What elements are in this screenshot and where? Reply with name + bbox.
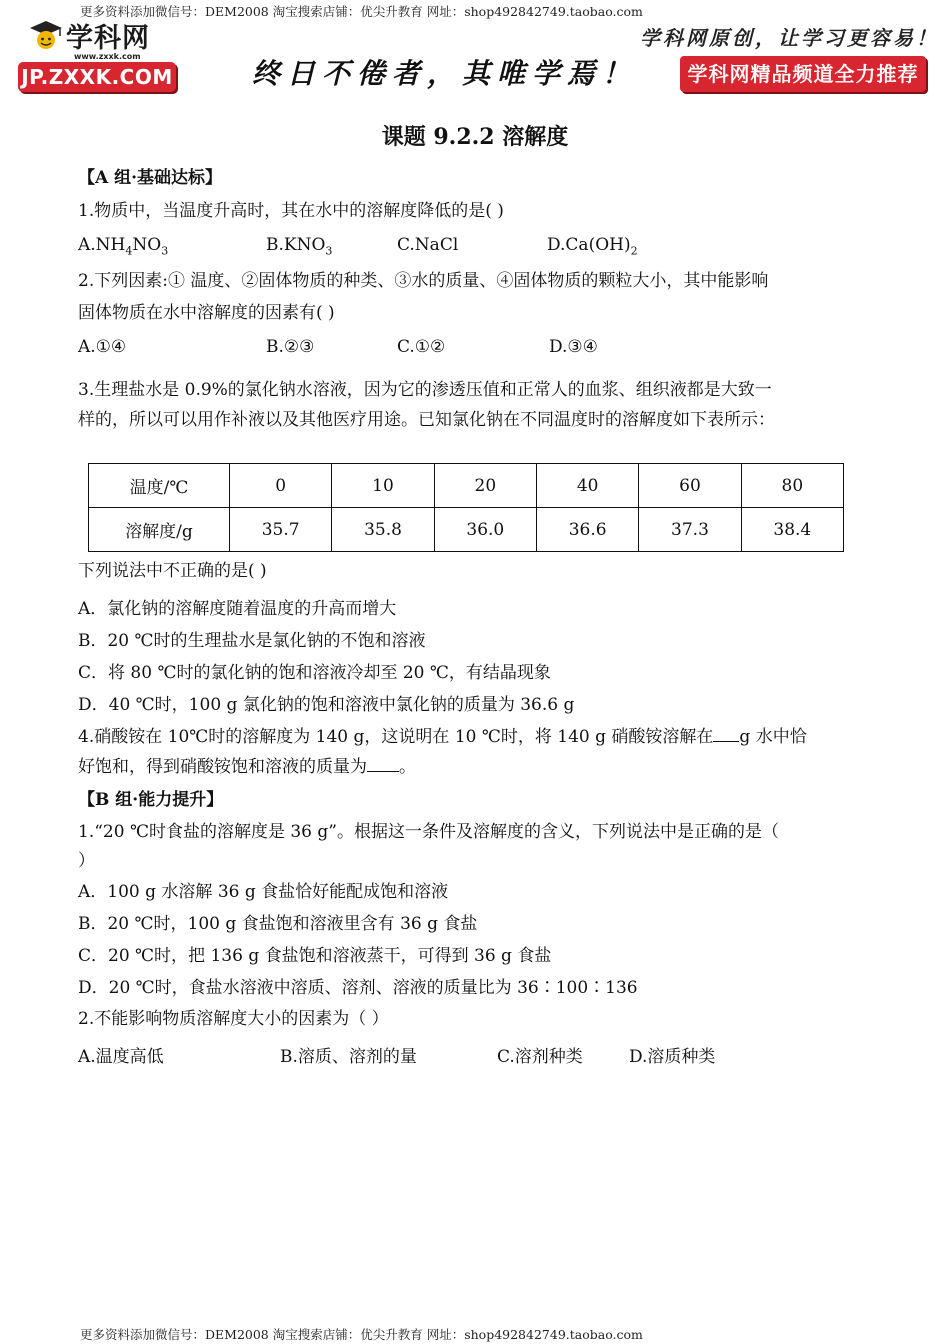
q3-option-d: D．40 ℃时，100 g 氯化钠的饱和溶液中氯化钠的质量为 36.6 g xyxy=(78,695,575,715)
b1-line-1: 1.“20 ℃时食盐的溶解度是 36 g”。根据这一条件及溶解度的含义，下列说法中是正确的是（ xyxy=(78,822,779,842)
solubility-table xyxy=(88,463,844,552)
q1-stem: 1.物质中，当温度升高时，其在水中的溶解度降低的是( ) xyxy=(78,201,504,221)
logo-url: www.zxxk.com xyxy=(74,52,141,61)
q3-stem-2: 下列说法中不正确的是( ) xyxy=(78,561,267,581)
table-row xyxy=(89,508,844,552)
table-cell: 40 xyxy=(536,464,638,508)
b1-option-d: D．20 ℃时，食盐水溶液中溶质、溶剂、溶液的质量比为 36∶100∶136 xyxy=(78,978,638,998)
graduation-cap-icon xyxy=(28,18,64,52)
q2-option-a: A.①④ xyxy=(78,337,127,357)
q3-option-a: A．氯化钠的溶解度随着温度的升高而增大 xyxy=(78,599,397,619)
recommend-badge xyxy=(680,56,926,92)
q1-option-b: $B.KNO_3$ xyxy=(266,235,333,258)
top-info-line: 更多资料添加微信号：DEM2008 淘宝搜索店铺：优尖升教育 网址：shop492842749.taobao.com xyxy=(80,4,643,19)
q3-line-1: 3.生理盐水是 0.9%的氯化钠水溶液，因为它的渗透压值和正常人的血浆、组织液都是大致一 xyxy=(78,380,772,400)
motto: 终日不倦者，其唯学焉！ xyxy=(252,57,638,90)
q3-option-b: B．20 ℃时的生理盐水是氯化钠的不饱和溶液 xyxy=(78,631,426,651)
answer-blank xyxy=(367,755,399,772)
table-cell: 36.6 xyxy=(536,508,638,552)
q1-option-c: C.NaCl xyxy=(397,235,459,255)
b1-line-2: ） xyxy=(78,851,95,871)
table-cell: 10 xyxy=(332,464,434,508)
b1-option-b: B．20 ℃时，100 g 食盐饱和溶液里含有 36 g 食盐 xyxy=(78,914,478,934)
section-a-heading: 【A 组·基础达标】 xyxy=(78,168,223,188)
table-cell: 80 xyxy=(741,464,843,508)
table-cell: 0 xyxy=(230,464,332,508)
logo-bar xyxy=(18,62,176,92)
section-b-heading: 【B 组·能力提升】 xyxy=(78,790,224,810)
b2-stem: 2.不能影响物质溶解度大小的因素为（ ） xyxy=(78,1009,389,1029)
table-cell: 35.7 xyxy=(230,508,332,552)
b2-option-c: C.溶剂种类 xyxy=(497,1047,583,1067)
b1-option-c: C．20 ℃时，把 136 g 食盐饱和溶液蒸干，可得到 36 g 食盐 xyxy=(78,946,552,966)
q2-option-c: C.①② xyxy=(397,337,446,357)
answer-blank xyxy=(713,725,739,742)
q2-line-1: 2.下列因素:① 温度、②固体物质的种类、③水的质量、④固体物质的颗粒大小，其中能影响 xyxy=(78,271,769,291)
page-title: 课题 9.2.2 溶解度 xyxy=(381,124,569,150)
table-cell: 38.4 xyxy=(741,508,843,552)
table-cell: 35.8 xyxy=(332,508,434,552)
q1-option-a: $A.NH_4NO_3$ xyxy=(78,235,169,258)
bottom-info-line: 更多资料添加微信号：DEM2008 淘宝搜索店铺：优尖升教育 网址：shop492842749.taobao.com xyxy=(80,1327,643,1342)
b2-option-a: A.温度高低 xyxy=(78,1047,164,1067)
q3-line-2: 样的，所以可以用作补液以及其他医疗用途。已知氯化钠在不同温度时的溶解度如下表所示： xyxy=(78,410,775,430)
b1-option-a: A．100 g 水溶解 36 g 食盐恰好能配成饱和溶液 xyxy=(78,882,449,902)
q2-line-2: 固体物质在水中溶解度的因素有( ) xyxy=(78,303,335,323)
logo-bar-text: JP.ZXXK.COM xyxy=(21,65,173,89)
recommend-badge-text: 学科网精品频道全力推荐 xyxy=(687,62,919,86)
q4-line-1: 4.硝酸铵在 10℃时的溶解度为 140 g，这说明在 10 ℃时，将 140 g 硝酸铵溶解在 g 水中恰 xyxy=(78,727,807,747)
slogan: 学科网原创，让学习更容易！ xyxy=(640,26,939,50)
logo-title: 学科网 xyxy=(66,23,150,54)
q4-line-2: 好饱和，得到硝酸铵饱和溶液的质量为 。 xyxy=(78,757,416,777)
table-cell: 温度/℃ xyxy=(89,464,230,508)
b2-option-d: D.溶质种类 xyxy=(629,1047,716,1067)
q2-option-b: B.②③ xyxy=(266,337,315,357)
q3-option-c: C．将 80 ℃时的氯化钠的饱和溶液冷却至 20 ℃，有结晶现象 xyxy=(78,663,551,683)
table-cell: 20 xyxy=(434,464,536,508)
q2-option-d: D.③④ xyxy=(549,337,598,357)
table-row xyxy=(89,464,844,508)
table-cell: 36.0 xyxy=(434,508,536,552)
table-cell: 溶解度/g xyxy=(89,508,230,552)
b2-option-b: B.溶质、溶剂的量 xyxy=(280,1047,417,1067)
table-cell: 60 xyxy=(639,464,741,508)
site-logo xyxy=(18,14,183,96)
q1-option-d: $D.Ca(OH)_2$ xyxy=(547,235,638,258)
table-cell: 37.3 xyxy=(639,508,741,552)
